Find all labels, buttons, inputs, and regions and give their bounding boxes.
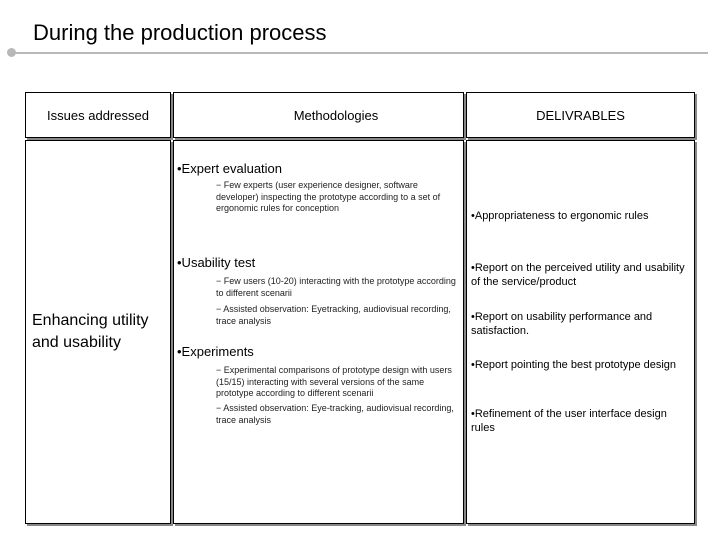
issue-line-2: and usability (32, 334, 121, 351)
method-usability-title: •Usability test (177, 255, 256, 270)
header-methodologies-label: Methodologies (293, 107, 379, 123)
method-usability-sub-1: − Few users (10-20) interacting with the prototype according to different scenarii (216, 276, 456, 298)
header-deliverables-label: DELIVRABLES (536, 108, 625, 123)
header-issues (25, 92, 171, 138)
header-deliverables (466, 92, 695, 138)
method-expert-sub-1: − Few experts (user experience designer, software developer) inspecting the prototype according to a set of ergonomic rules for conception (216, 180, 441, 213)
method-usability-sub-2: − Assisted observation: Eyetracking, audiovisual recording, trace analysis (216, 304, 451, 326)
deliverable-item: •Report on usability performance and satisfaction. (471, 311, 653, 337)
issue-text (32, 310, 149, 354)
deliverable-item: •Appropriateness to ergonomic rules (471, 210, 649, 222)
title-rule (12, 52, 708, 54)
header-issues-label: Issues addressed (47, 107, 149, 123)
method-experiments-sub-1: − Experimental comparisons of prototype design with users (15/15) interacting with several versions of the same prototype according to different scenarii (216, 365, 452, 398)
issue-line-1: Enhancing utility (32, 312, 149, 329)
header-methodologies (173, 92, 464, 138)
deliverable-item: •Report pointing the best prototype design (471, 359, 677, 371)
method-experiments-title: •Experiments (177, 344, 254, 359)
deliverable-item: •Refinement of the user interface design rules (471, 408, 667, 434)
method-expert-title: •Expert evaluation (177, 161, 283, 176)
method-experiments-sub-2: − Assisted observation: Eye-tracking, audiovisual recording, trace analysis (216, 403, 454, 425)
slide-title: During the production process (33, 20, 327, 45)
deliverable-item: •Report on the perceived utility and usability of the service/product (471, 262, 685, 288)
